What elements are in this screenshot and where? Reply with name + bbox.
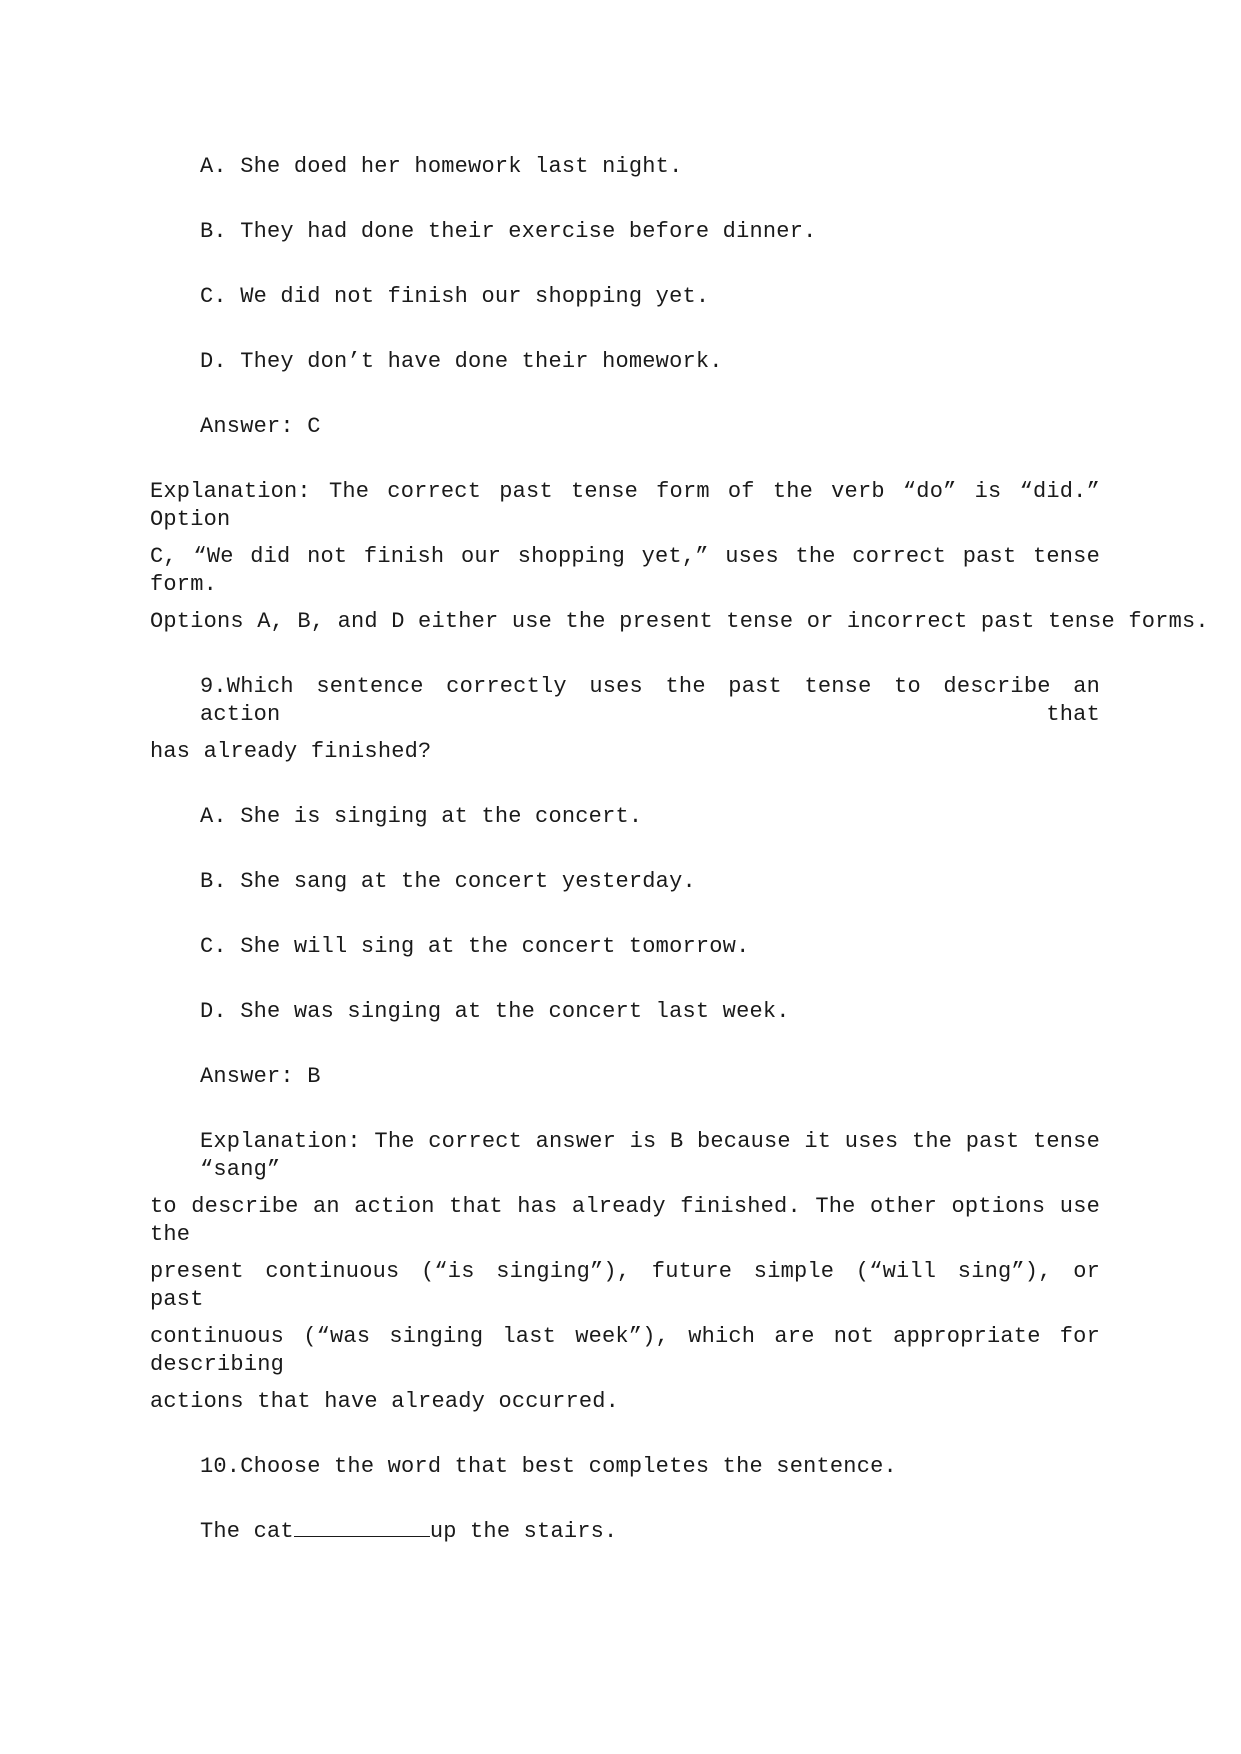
q10-sentence-end: up the stairs. xyxy=(429,1519,618,1544)
q8-explanation-line: C, “We did not finish our shopping yet,” uses the correct past tense form. xyxy=(150,544,1100,597)
q10-question: 10.Choose the word that best completes the sentence. xyxy=(200,1454,897,1479)
q8-answer: Answer: C xyxy=(200,414,321,439)
q8-option-a: A. She doed her homework last night. xyxy=(200,154,683,179)
q9-option-a: A. She is singing at the concert. xyxy=(200,804,643,829)
q9-answer: Answer: B xyxy=(200,1064,321,1089)
q9-explanation-line: to describe an action that has already finished. The other options use the xyxy=(150,1194,1100,1247)
q9-explanation-line: Explanation: The correct answer is B because it uses the past tense “sang” xyxy=(200,1129,1100,1182)
q10-sentence xyxy=(200,1518,1100,1546)
q9-explanation-line: actions that have already occurred. xyxy=(150,1389,620,1414)
q9-question-line: 9.Which sentence correctly uses the past tense to describe an action that xyxy=(200,674,1100,727)
q9-option-c: C. She will sing at the concert tomorrow. xyxy=(200,934,750,959)
q9-question-line: has already finished? xyxy=(150,739,432,764)
q9-option-b: B. She sang at the concert yesterday. xyxy=(200,869,696,894)
q8-explanation-line: Options A, B, and D either use the present tense or incorrect past tense forms. xyxy=(150,609,1209,634)
q9-option-d: D. She was singing at the concert last week. xyxy=(200,999,790,1024)
q9-explanation-line: present continuous (“is singing”), future simple (“will sing”), or past xyxy=(150,1259,1100,1312)
q10-sentence-start: The cat xyxy=(200,1519,294,1544)
fill-in-blank xyxy=(294,1518,430,1537)
q8-option-b: B. They had done their exercise before dinner. xyxy=(200,219,817,244)
q8-option-d: D. They don’t have done their homework. xyxy=(200,349,723,374)
q8-explanation-line: Explanation: The correct past tense form of the verb “do” is “did.” Option xyxy=(150,479,1100,532)
q9-explanation-line: continuous (“was singing last week”), which are not appropriate for describing xyxy=(150,1324,1100,1377)
q8-option-c: C. We did not finish our shopping yet. xyxy=(200,284,710,309)
